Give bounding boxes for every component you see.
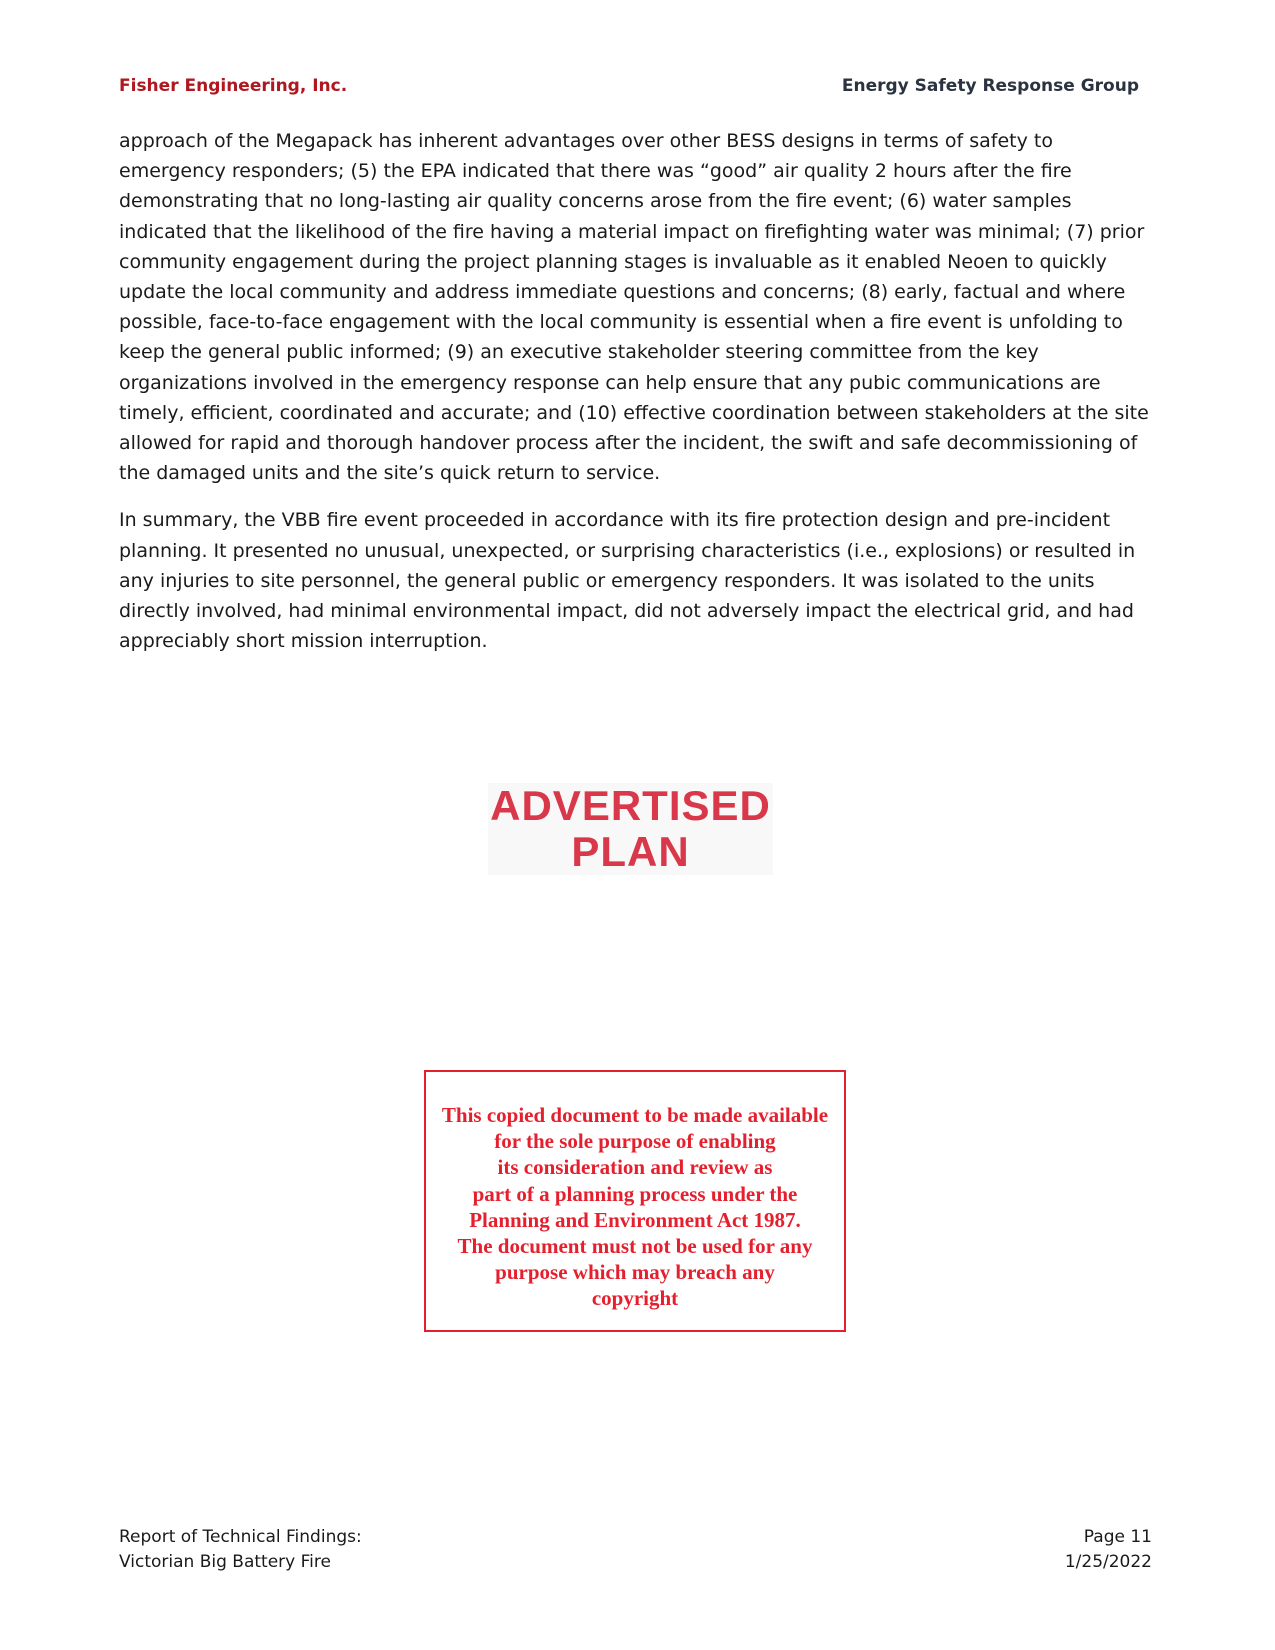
notice-line: part of a planning process under the [472, 1181, 798, 1206]
body-paragraph: In summary, the VBB fire event proceeded in accordance with its fire protection design and pre-incident planning. It presented no unusual, unexpected, or surprising characteristics (i.e., explosions) or resulted in any injuries to site personnel, the general public or emergency responders. It was isolated to the units directly involved, had minimal environmental impact, did not adversely impact the electrical grid, and had appreciably short mission interruption. [119, 509, 1136, 653]
notice-line: purpose which may breach any [495, 1260, 775, 1285]
stamp-line: PLAN [571, 828, 690, 875]
notice-line: its consideration and review as [497, 1155, 773, 1180]
footer-report-title [119, 1525, 362, 1575]
header-group-name: Energy Safety Response Group [841, 76, 1139, 96]
body-paragraph: approach of the Megapack has inherent advantages over other BESS designs in terms of safety to emergency responders; (5) the EPA indicated that there was “good” air quality 2 hours after the fire demonstrating that no long-lasting air quality concerns arose from the fire event; (6) water samples indicated that the likelihood of the fire having a material impact on firefighting water was minimal; (7) prior community engagement during the project planning stages is invaluable as it enabled Neoen to quickly update the local community and address immediate questions and concerns; (8) early, factual and where possible, face-to-face engagement with the local community is essential when a fire event is unfolding to keep the general public informed; (9) an executive stakeholder steering committee from the key organizations involved in the emergency response can help ensure that any pubic communications are timely, efficient, coordinated and accurate; and (10) effective coordination between stakeholders at the site allowed for rapid and thorough handover process after the incident, the swift and safe decommissioning of the damaged units and the site’s quick return to service. [119, 130, 1149, 485]
footer-report-line: Report of Technical Findings: [119, 1527, 362, 1547]
notice-line: for the sole purpose of enabling [494, 1129, 776, 1154]
header-company-name: Fisher Engineering, Inc. [119, 76, 348, 96]
stamp-line: ADVERTISED [490, 782, 771, 829]
notice-line: copyright [591, 1286, 679, 1311]
notice-line: The document must not be used for any [457, 1234, 813, 1259]
notice-line: Planning and Environment Act 1987. [469, 1207, 801, 1232]
page-number: Page 11 [1083, 1527, 1152, 1547]
document-body [119, 126, 1159, 673]
notice-line: This copied document to be made available [441, 1103, 829, 1127]
document-date: 1/25/2022 [1064, 1552, 1152, 1572]
advertised-plan-stamp [488, 783, 773, 875]
copyright-notice-box [424, 1070, 846, 1332]
footer-page-info [1065, 1525, 1152, 1575]
footer-report-line: Victorian Big Battery Fire [119, 1552, 331, 1572]
